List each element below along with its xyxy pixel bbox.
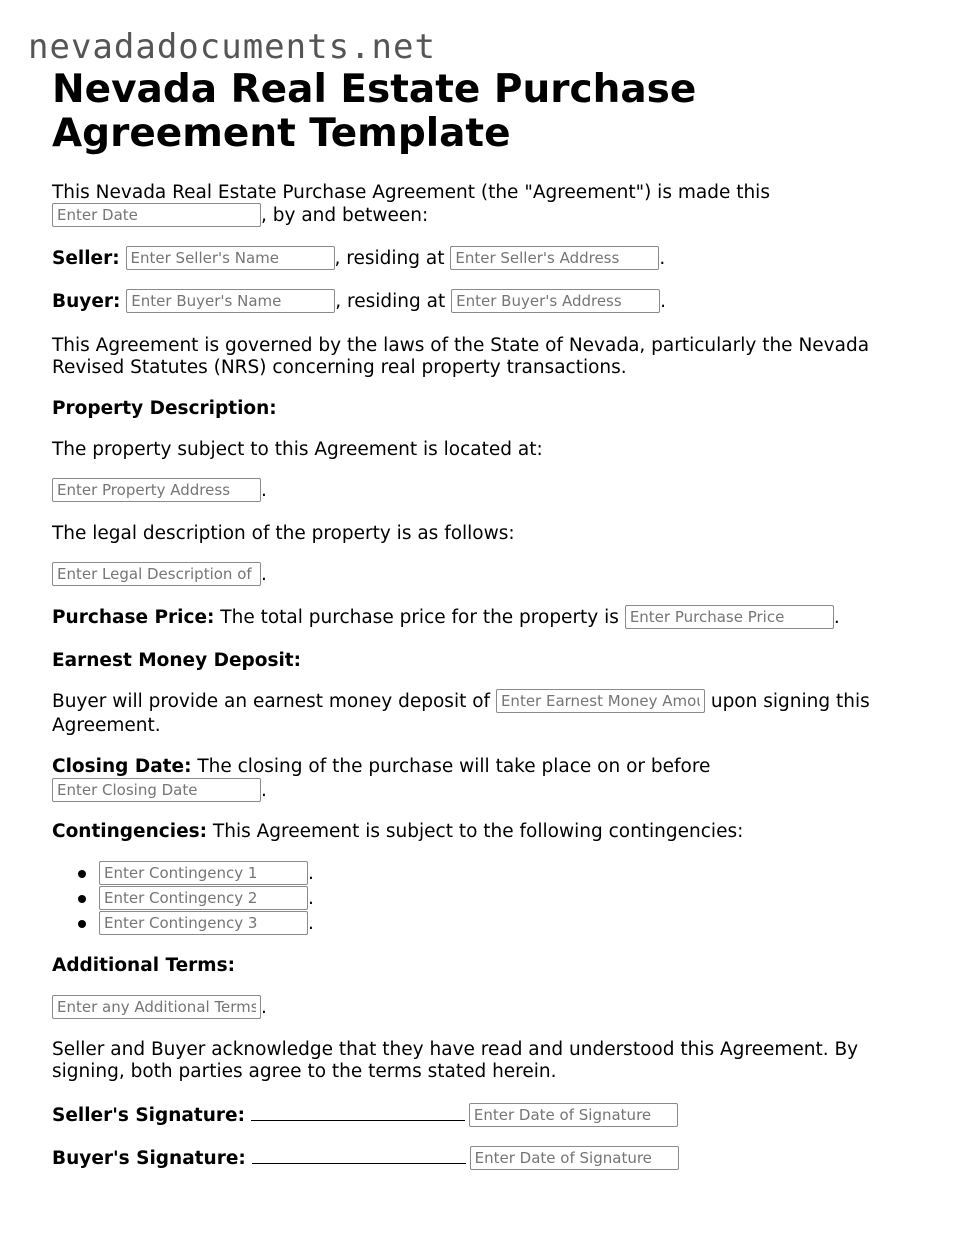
buyer-signature-date-input[interactable] [470,1146,679,1170]
buyer-signature-row [52,1145,679,1170]
closing-date-row [52,756,710,778]
purchase-price-label: Purchase Price: [52,607,215,628]
contingency-3-input[interactable] [99,911,308,935]
purchase-price-input[interactable] [625,605,834,629]
earnest-agreement-text: Agreement. [52,715,161,736]
purchase-price-row [52,607,840,629]
acknowledge-line-2: signing, both parties agree to the terms stated herein. [52,1061,557,1082]
seller-signature-label: Seller's Signature: [52,1105,245,1126]
intro-line-1 [52,182,770,204]
property-address-row [52,480,267,502]
additional-terms-heading: Additional Terms: [52,955,235,976]
contingency-item [99,863,314,885]
contingency-period: . [308,888,314,909]
intro-line-2 [52,205,428,227]
contingency-item [99,888,314,910]
earnest-row [52,691,870,713]
bullet-icon [78,895,86,903]
contingencies-label: Contingencies: [52,821,208,842]
earnest-heading: Earnest Money Deposit: [52,650,302,671]
property-address-input[interactable] [52,478,261,502]
contingency-item [99,913,314,935]
earnest-money-input[interactable] [496,689,705,713]
property-heading: Property Description: [52,398,277,419]
legal-description-period: . [261,564,267,585]
earnest-text: Buyer will provide an earnest money deposit of [52,691,491,712]
seller-name-input[interactable] [126,246,335,270]
contingency-period: . [308,863,314,884]
buyer-name-input[interactable] [126,289,335,313]
contingencies-row [52,821,743,843]
seller-signature-row [52,1102,678,1127]
additional-terms-input[interactable] [52,995,261,1019]
closing-date-input[interactable] [52,778,261,802]
purchase-price-text: The total purchase price for the property is [214,607,619,628]
buyer-period: . [660,291,667,312]
closing-date-text: The closing of the purchase will take place on or before [191,756,711,777]
contingency-1-input[interactable] [99,861,308,885]
additional-terms-row [52,997,267,1019]
property-address-period: . [261,480,267,501]
closing-date-period: . [261,780,267,801]
buyer-row [52,291,666,313]
legal-description-input[interactable] [52,562,261,586]
intro-text: This Nevada Real Estate Purchase Agreement (the "Agreement") is made this [52,182,770,203]
buyer-signature-label: Buyer's Signature: [52,1148,246,1169]
legal-description-row [52,564,267,586]
site-watermark: nevadadocuments.net [28,27,436,67]
governing-line-1: This Agreement is governed by the laws of the State of Nevada, particularly the Nevada [52,335,870,356]
buyer-signature-line[interactable] [252,1145,466,1164]
seller-signature-line[interactable] [251,1102,465,1121]
governing-line-2: Revised Statutes (NRS) concerning real property transactions. [52,357,627,378]
seller-address-input[interactable] [450,246,659,270]
seller-label: Seller: [52,248,120,269]
buyer-label: Buyer: [52,291,121,312]
acknowledge-line-1: Seller and Buyer acknowledge that they have read and understood this Agreement. By [52,1039,859,1060]
agreement-date-input[interactable] [52,203,261,227]
earnest-upon-signing: upon signing this [710,691,870,712]
page-title: Nevada Real Estate Purchase Agreement Template [52,67,697,156]
legal-description-text: The legal description of the property is as follows: [52,523,515,544]
seller-residing-text: , residing at [334,248,445,269]
seller-row [52,248,665,270]
seller-period: . [659,248,666,269]
contingency-2-input[interactable] [99,886,308,910]
intro-by-and-between: , by and between: [261,205,429,226]
bullet-icon [78,920,86,928]
closing-date-label: Closing Date: [52,756,192,777]
purchase-price-period: . [833,607,840,628]
contingency-period: . [308,913,314,934]
property-located-text: The property subject to this Agreement is located at: [52,439,543,460]
buyer-residing-text: , residing at [335,291,446,312]
bullet-icon [78,870,86,878]
additional-terms-period: . [261,997,267,1018]
buyer-address-input[interactable] [451,289,660,313]
contingencies-text: This Agreement is subject to the following contingencies: [207,821,744,842]
seller-signature-date-input[interactable] [469,1103,678,1127]
closing-date-field-row [52,780,267,802]
